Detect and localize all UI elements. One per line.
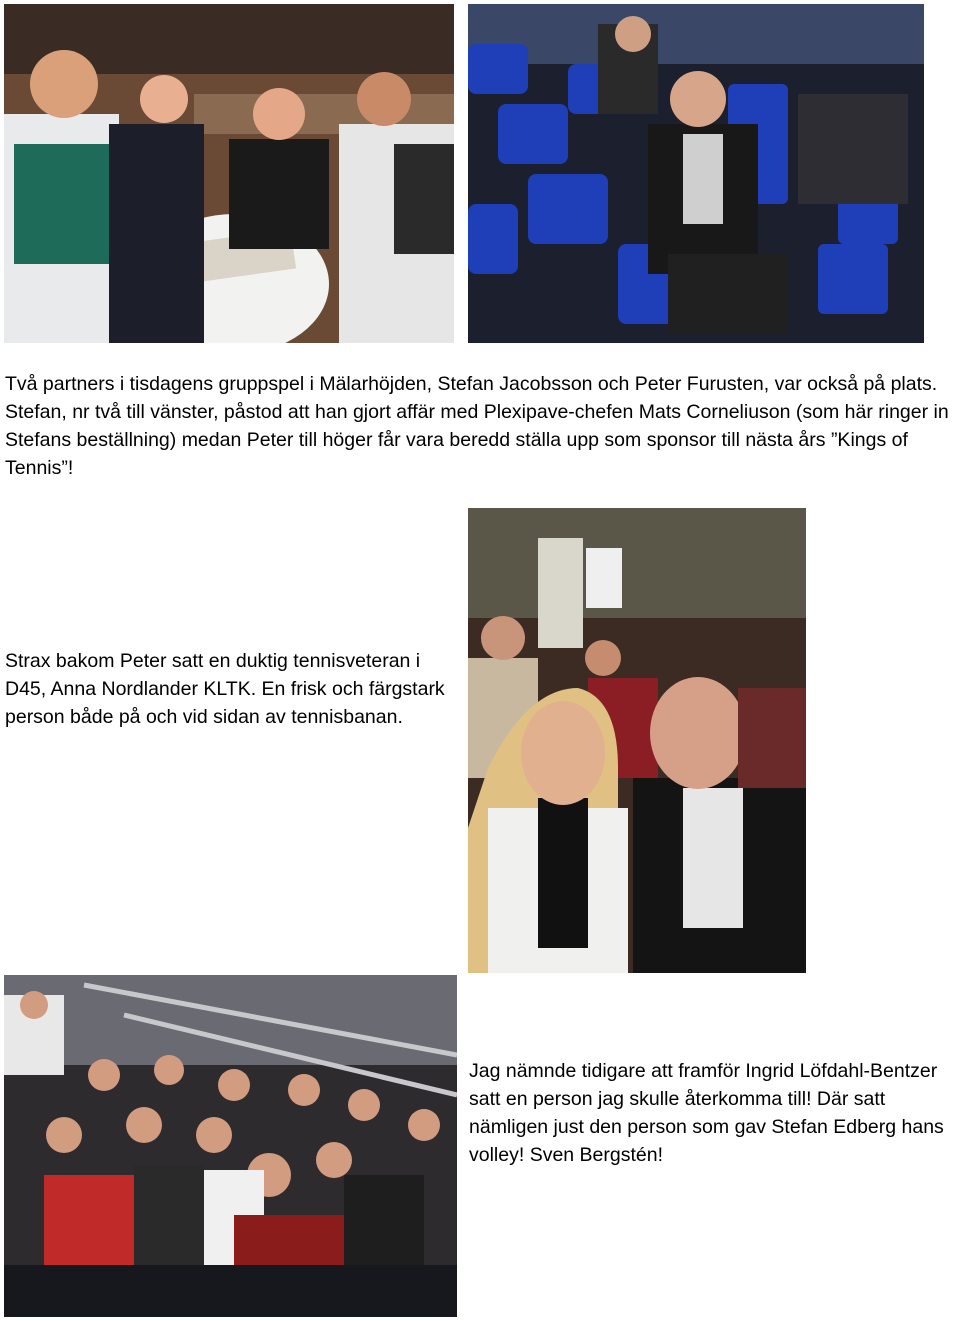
photo-man-seated-blue-stands xyxy=(468,4,924,343)
photo-four-men-at-table xyxy=(4,4,454,343)
caption-sven-bergsten: Jag nämnde tidigare att framför Ingrid Löfdahl-Bentzer satt en person jag skulle återkomma till! Där satt nämligen just den person som gav Stefan Edberg hans volley! Sven Bergstén! xyxy=(469,1060,944,1166)
caption-partners: Två partners i tisdagens gruppspel i Mälarhöjden, Stefan Jacobsson och Peter Furusten, var också på plats. Stefan, nr två till vänster, påstod att han gjort affär med Plexipave-chefen Mats Corneliuson (som här ringer in Stefans beställning) medan Peter till höger får vara beredd ställa upp som sponsor till nästa års ”Kings of Tennis”! xyxy=(5,373,949,479)
photo-spectators-crowd xyxy=(4,975,457,1317)
photo-woman-and-man xyxy=(468,508,806,973)
caption-tennis-veteran: Strax bakom Peter satt en duktig tennisveteran i D45, Anna Nordlander KLTK. En frisk och färgstark person både på och vid sidan av tennisbanan. xyxy=(5,650,445,728)
